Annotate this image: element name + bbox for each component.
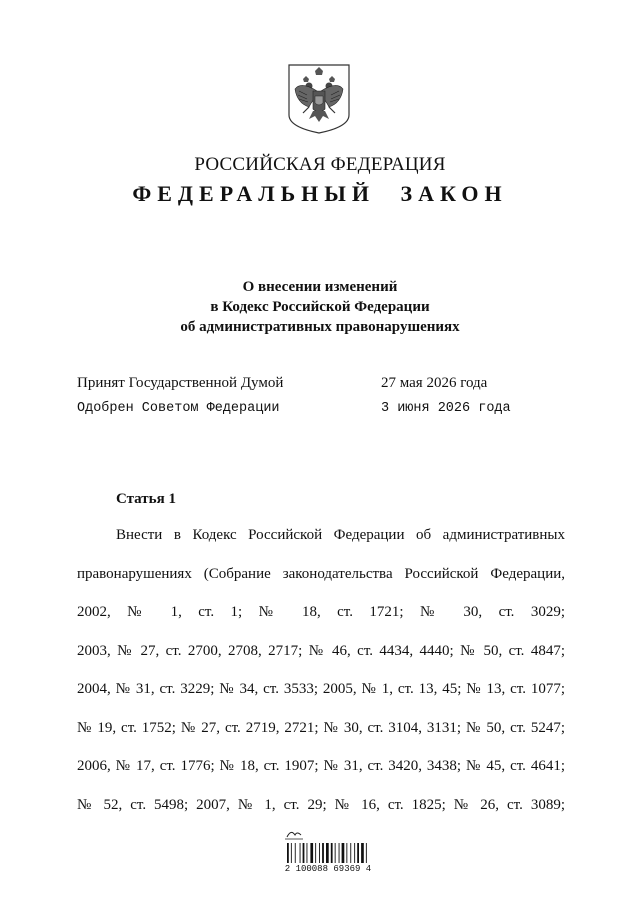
- barcode-number: 2 100088 69369 4: [284, 864, 372, 874]
- article-line: Внести в Кодекс Российской Федерации об административных: [116, 527, 565, 543]
- article-line: № 52, ст. 5498; 2007, № 1, ст. 29; № 16, ст. 1825; № 26, ст. 3089;: [77, 796, 565, 813]
- article-line: 2006, № 17, ст. 1776; № 18, ст. 1907; № 31, ст. 3420, 3438; № 45, ст. 4641;: [77, 758, 565, 774]
- adopted-by-duma-label: Принят Государственной Думой: [77, 375, 284, 391]
- barcode-bar: [295, 843, 296, 863]
- barcode-bar: [310, 843, 313, 863]
- barcode-bar: [322, 843, 324, 863]
- barcode-bar: [366, 843, 367, 863]
- article-line: 2004, № 31, ст. 3229; № 34, ст. 3533; 2005, № 1, ст. 13, 45; № 13, ст. 1077;: [77, 681, 565, 697]
- barcode-bar: [291, 843, 292, 863]
- approved-by-council-date: 3 июня 2026 года: [381, 401, 511, 416]
- adopted-by-duma-date: 27 мая 2026 года: [381, 375, 488, 391]
- article-line: 2003, № 27, ст. 2700, 2708, 2717; № 46, ст. 4434, 4440; № 50, ст. 4847;: [77, 642, 565, 659]
- barcode-bar: [300, 843, 301, 863]
- law-title-line: об административных правонарушениях: [180, 319, 460, 335]
- law-title: [0, 277, 640, 337]
- article-line: № 19, ст. 1752; № 27, ст. 2719, 2721; № 30, ст. 3104, 3131; № 50, ст. 5247;: [77, 719, 565, 736]
- barcode-bar: [319, 843, 320, 863]
- barcode-bar: [326, 843, 329, 863]
- barcode-bar: [342, 843, 345, 863]
- barcode-bar: [350, 843, 351, 863]
- barcode-bar: [335, 843, 336, 863]
- barcode-bar: [303, 843, 305, 863]
- barcode-bar: [361, 843, 364, 863]
- barcode-bar: [287, 843, 289, 863]
- barcode-bar: [354, 843, 355, 863]
- article-body: [77, 516, 565, 824]
- approved-by-council-label: Одобрен Советом Федерации: [77, 401, 280, 416]
- initials-icon: [287, 832, 301, 837]
- barcode-bar: [331, 843, 333, 863]
- law-title-line: О внесении изменений: [242, 279, 398, 295]
- coat-of-arms-icon: [287, 63, 351, 135]
- law-title-line: в Кодекс Российской Федерации: [210, 299, 430, 315]
- article-line: правонарушениях (Собрание законодательства Российской Федерации,: [77, 565, 565, 582]
- barcode-bar: [346, 843, 347, 863]
- barcode-bar: [339, 843, 340, 863]
- barcode-bar: [307, 843, 308, 863]
- document-type: ФЕДЕРАЛЬНЫЙ ЗАКОН: [132, 181, 508, 206]
- state-name: РОССИЙСКАЯ ФЕДЕРАЦИЯ: [194, 154, 446, 175]
- barcode-bar: [315, 843, 316, 863]
- article-line: 2002, № 1, ст. 1; № 18, ст. 1721; № 30, ст. 3029;: [77, 604, 565, 620]
- barcode-bar: [357, 843, 359, 863]
- article-heading: Статья 1: [116, 491, 176, 507]
